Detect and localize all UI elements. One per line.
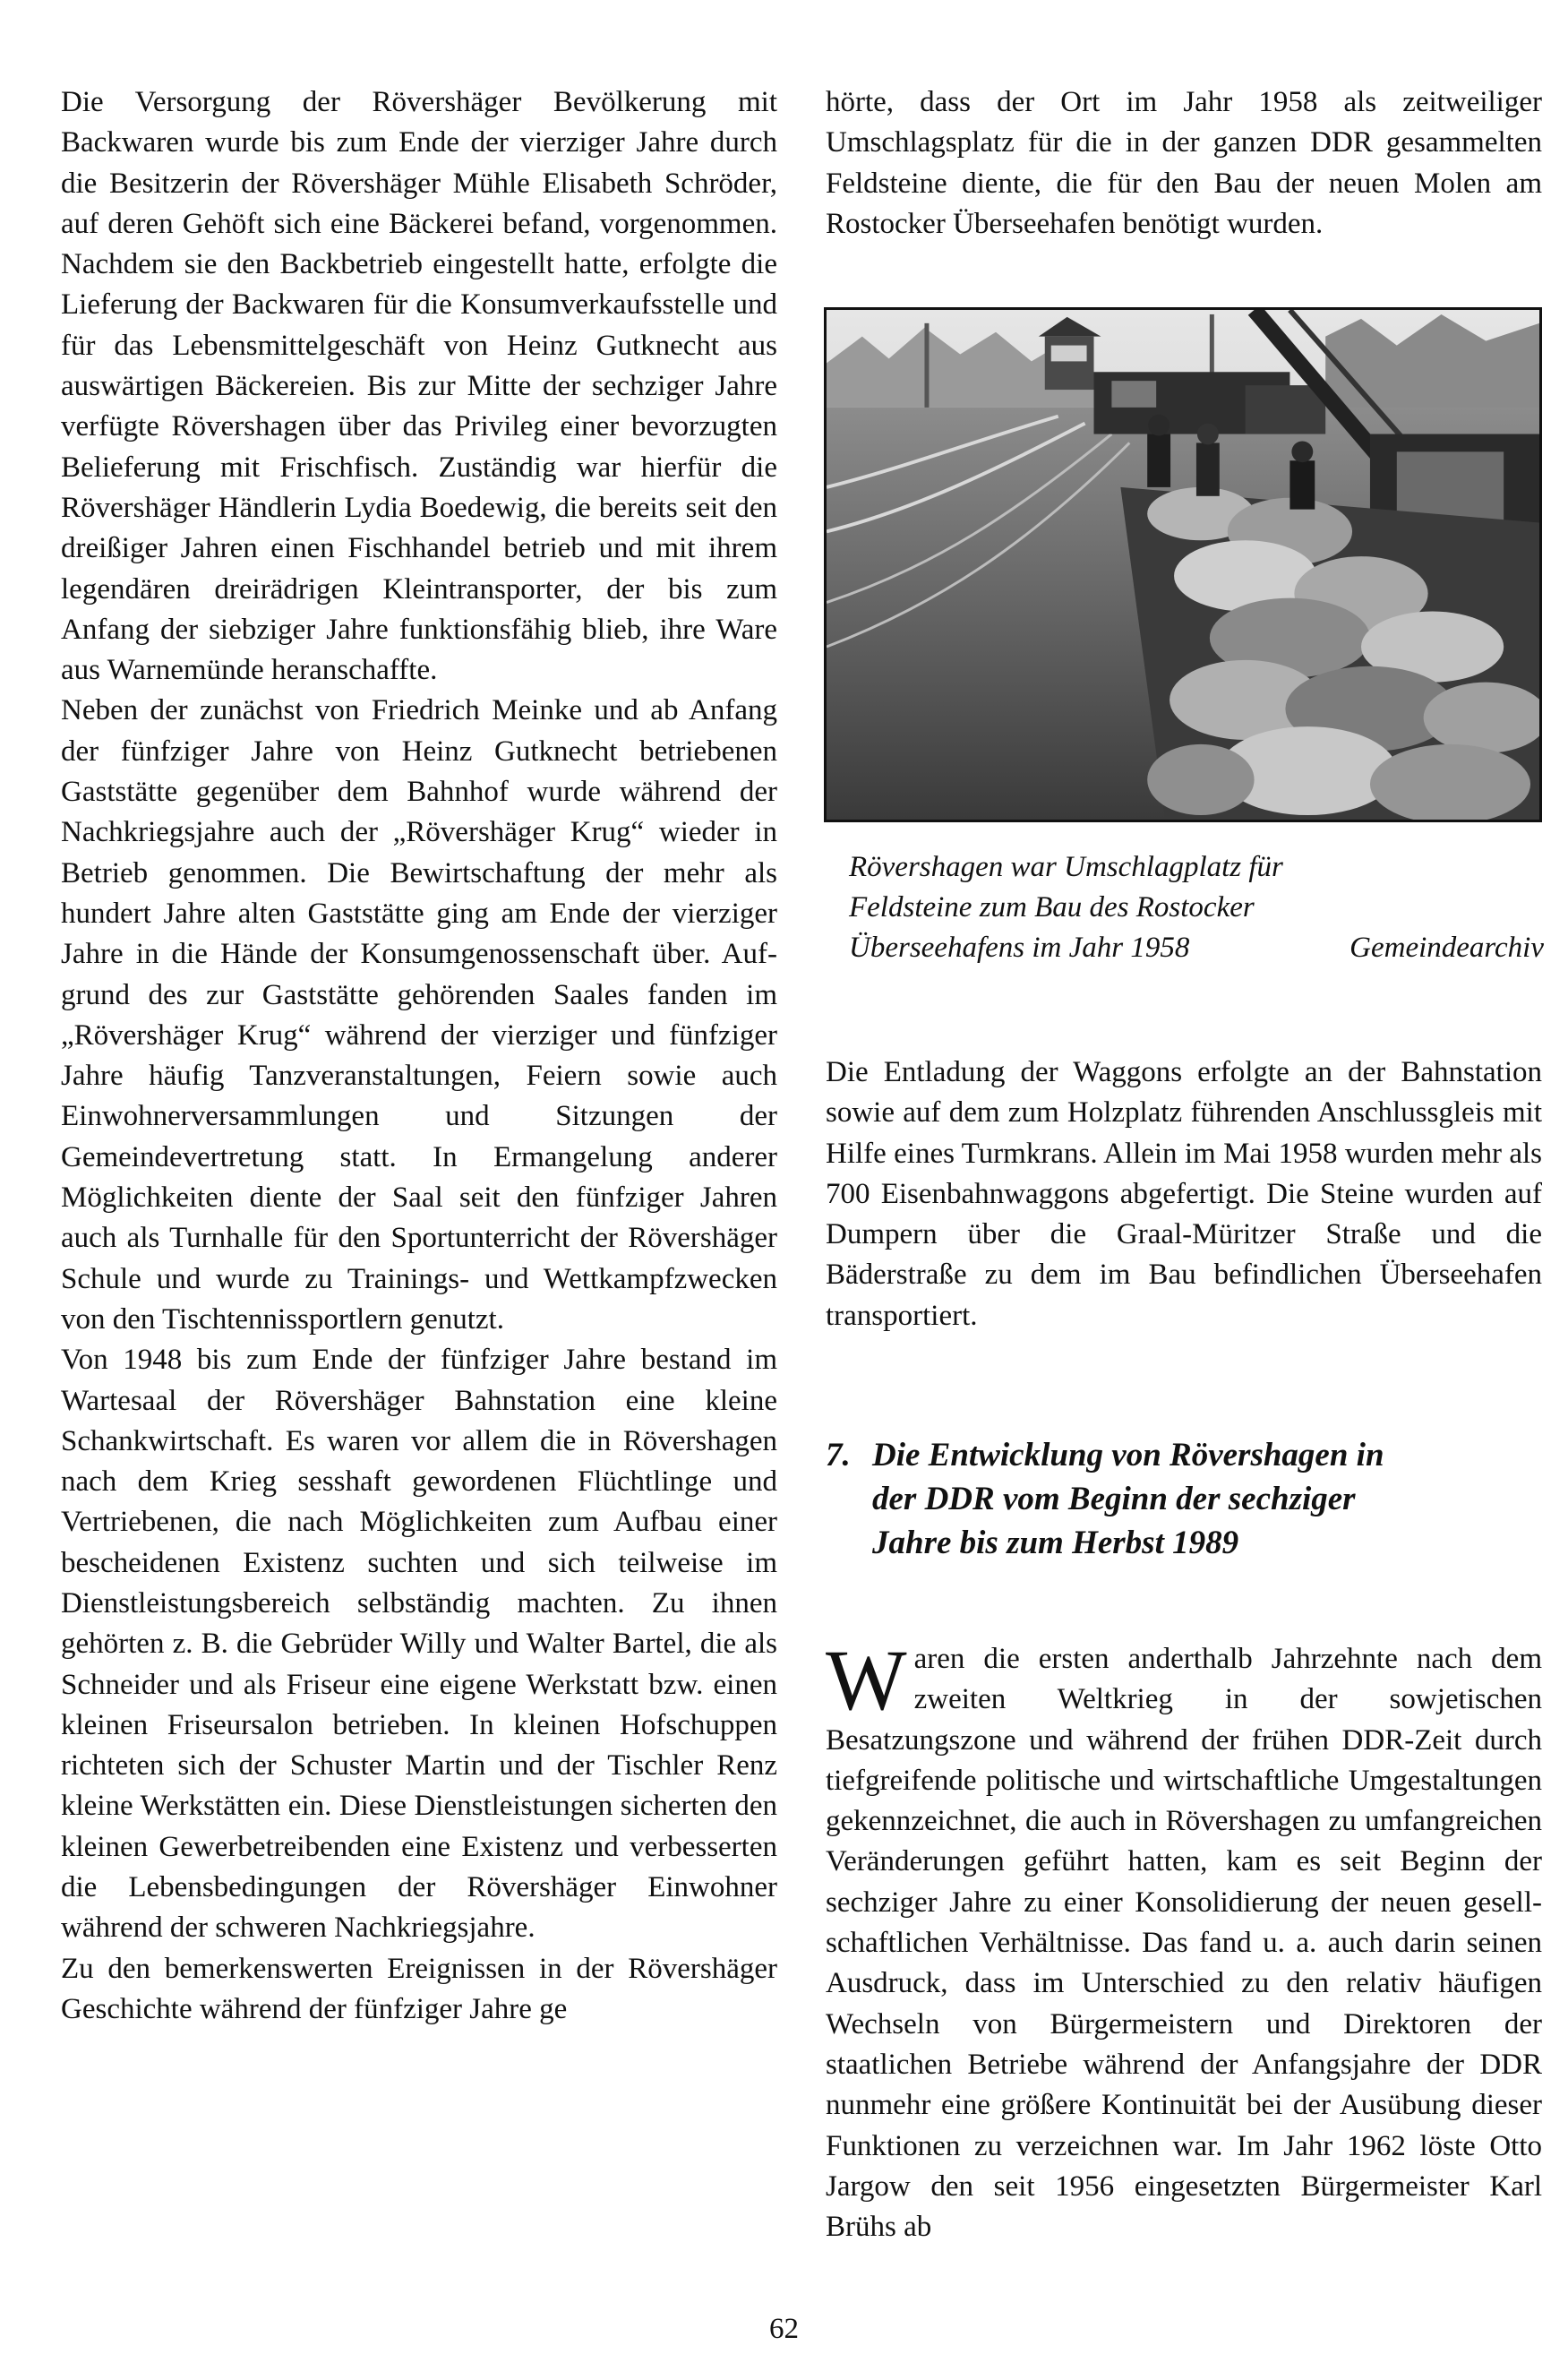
caption-line: Feldsteine zum Bau des Rostocker <box>849 891 1255 924</box>
paragraph: hörte, dass der Ort im Jahr 1958 als zeitweiliger Umschlagsplatz für die in der ganzen DDR gesammelten Feldsteine diente, die für den Bau der neuen Molen am Rostocker Überseehafen benötigt wurden. <box>826 86 1542 240</box>
historical-photo <box>824 307 1542 822</box>
photo-credit: Gemeindearchiv <box>1350 932 1544 964</box>
right-text-column-bottom <box>826 1632 1542 2247</box>
caption-last-line <box>849 928 1544 968</box>
caption-line: Rövershagen war Umschlagplatz für <box>849 851 1283 883</box>
right-text-column-top <box>826 82 1542 245</box>
section-heading <box>826 1433 1542 1565</box>
paragraph: aren die ersten anderthalb Jahrzehnte nach dem zweiten Weltkrieg in der sowjetischen Besatzungszone und während der frühen DDR-Zeit durch tiefgreifende politische und wirtschaftliche Umgestaltungen gekennzeichnet, die auch in Rövershagen zu umfangreichen Veränderungen geführt hatten, kam es seit Beginn der sechziger Jahre zu einer Konsolidierung der neuen gesellschaftlichen Verhältnisse. Das fand u. a. auch darin seinen Ausdruck, dass im Unterschied zu den relativ häufigen Wechseln von Bürgermeistern und Direktoren der staatlichen Betriebe während der Anfangsjahre der DDR nunmehr eine größere Kontinuität bei der Ausübung dieser Funktionen zu verzeichnen war. Im Jahr 1962 löste Otto Jargow den seit 1956 eingesetzten Bürgermeister Karl Brühs ab <box>826 1643 1542 2244</box>
heading-line <box>826 1433 1542 1477</box>
caption-line: Überseehafens im Jahr 1958 <box>849 932 1190 964</box>
paragraph: Zu den bemerkenswerten Ereignissen in der Rövershäger Geschichte während der fünfziger Jahre ge <box>61 1952 777 2025</box>
right-text-column-middle <box>826 1052 1542 1336</box>
heading-line: Jahre bis zum Herbst 1989 <box>872 1525 1239 1561</box>
page-number: 62 <box>769 2313 799 2345</box>
paragraph: Neben der zunächst von Friedrich Meinke und ab Anfang der fünfziger Jahre von Heinz Gutknecht betriebenen Gaststätte gegenüber dem Bahnhof wurde während der Nachkriegsjahre auch der „Rövershäger Krug“ wieder in Betrieb genommen. Die Bewirtschaftung der mehr als hundert Jahre alten Gaststätte ging am Ende der vierziger Jahre in die Hände der Konsumgenossenschaft über. Aufgrund des zur Gaststätte gehörenden Saales fanden im „Rövershäger Krug“ während der vierziger und fünfziger Jahre häufig Tanzveranstaltungen, Feiern sowie auch Einwohnerversammlungen und Sitzungen der Gemeindevertretung statt. In Ermangelung anderer Möglichkeiten diente der Saal seit den fünfziger Jahren auch als Turnhalle für den Sportunterricht der Rövershäger Schule und wurde zu Trainings- und Wettkampfzwecken von den Tischtennissportlern genutzt. <box>61 694 777 1336</box>
heading-text: Die Entwicklung von Rövershagen in <box>872 1437 1384 1473</box>
photo-caption <box>849 847 1544 968</box>
photo-illustration <box>827 310 1539 820</box>
left-text-column <box>61 82 777 2030</box>
heading-line: der DDR vom Beginn der sechziger <box>872 1481 1356 1517</box>
paragraph: Von 1948 bis zum Ende der fünfziger Jahre bestand im Wartesaal der Rövershäger Bahnstation eine kleine Schankwirtschaft. Es waren vor allem die in Rövershagen nach dem Krieg sesshaft gewordenen Flüchtlinge und Vertriebenen, die nach Möglichkeiten zum Aufbau einer bescheidenen Existenz suchten und sich teilweise im Dienstleistungsbereich selbständig machten. Zu ihnen gehörten z. B. die Gebrüder Willy und Walter Bartel, die als Schneider und als Friseur eine eigene Werkstatt bzw. einen kleinen Friseursalon betrieben. In kleinen Hofschuppen richteten sich der Schuster Martin und der Tischler Renz kleine Werkstätten ein. Diese Dienstleistungen sicherten den kleinen Gewerbetreibenden eine Existenz und verbesserten die Lebensbedingungen der Rövershäger Einwohner während der schweren Nachkriegsjahre. <box>61 1344 777 1945</box>
paragraph: Die Versorgung der Rövershäger Bevölkerung mit Backwaren wurde bis zum Ende der vierziger Jahre durch die Besitzerin der Rövershäger Mühle Elisabeth Schröder, auf deren Gehöft sich eine Bäckerei befand, vorgenommen. Nachdem sie den Backbetrieb eingestellt hatte, erfolgte die Lieferung der Backwaren für die Konsumverkaufsstelle und für das Lebensmittelgeschäft von Heinz Gutknecht aus auswärtigen Bäckereien. Bis zur Mitte der sechziger Jahre verfügte Rövershagen über das Privileg einer bevorzugten Belieferung mit Frischfisch. Zuständig war hierfür die Rövershäger Händlerin Lydia Boedewig, die bereits seit den dreißiger Jahren einen Fischhandel betrieb und mit ihrem legendären dreirädrigen Kleintransporter, der bis zum Anfang der siebziger Jahre funktionsfähig blieb, ihre Ware aus Warnemünde heranschaffte. <box>61 86 777 687</box>
drop-cap: W <box>826 1632 907 1728</box>
paragraph: Die Entladung der Waggons erfolgte an der Bahnstation sowie auf dem zum Holzplatz führenden Anschlussgleis mit Hilfe eines Turmkrans. Allein im Mai 1958 wurden mehr als 700 Eisenbahnwaggons abgefertigt. Die Steine wurden auf Dumpern über die Graal-Müritzer Straße und die Bäderstraße zu dem im Bau befindlichen Überseehafen transportiert. <box>826 1056 1542 1332</box>
section-number: 7. <box>826 1437 851 1473</box>
